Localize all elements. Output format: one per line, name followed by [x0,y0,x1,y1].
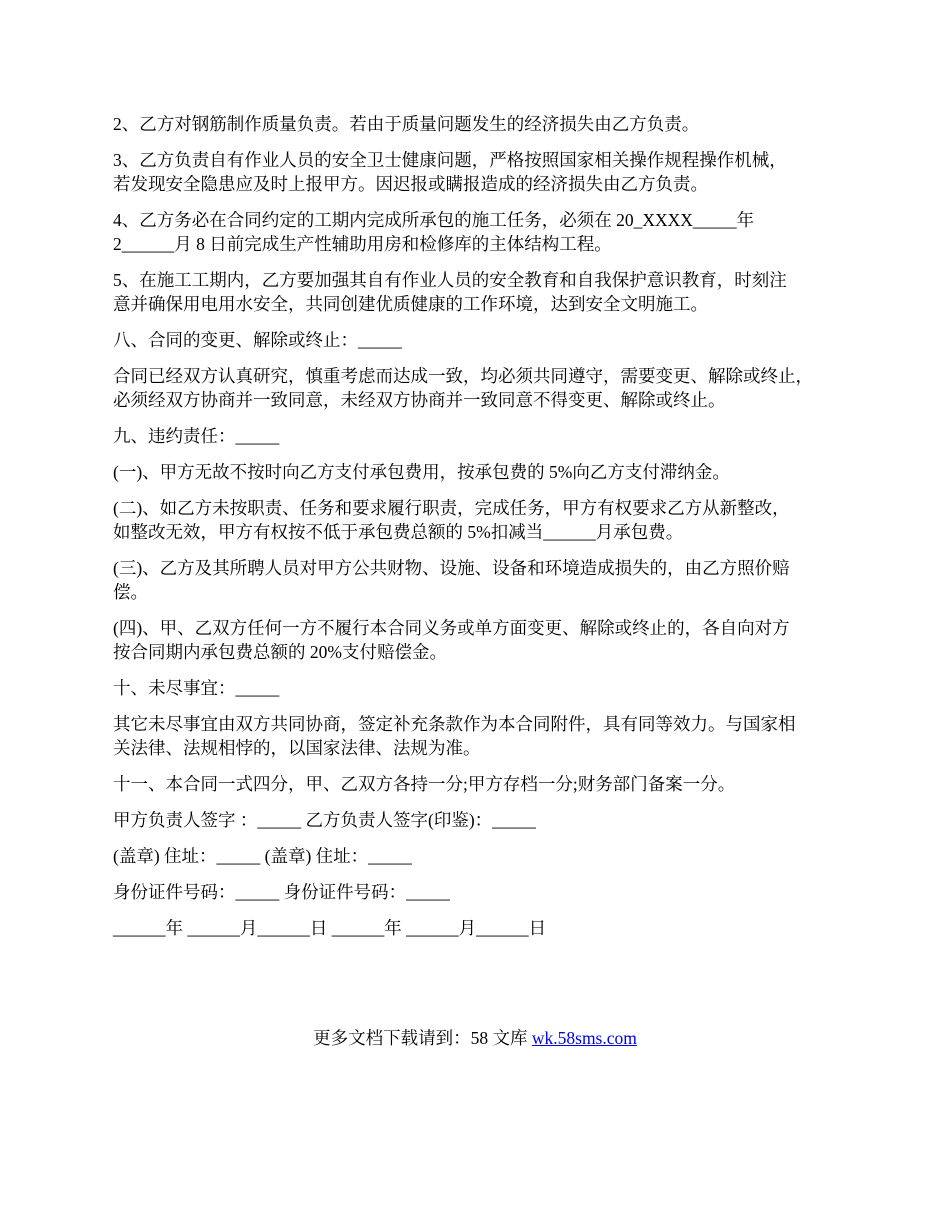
text-line: 身份证件号码：_____ 身份证件号码：_____ [113,882,450,902]
text-line: 若发现安全隐患应及时上报甲方。因迟报或瞒报造成的经济损失由乙方负责。 [113,174,708,194]
text-line: 4、乙方务必在合同约定的工期内完成所承包的施工任务，必须在 20_XXXX_____年 [113,210,755,230]
liability-item-3 [113,556,853,604]
section-heading: 十、未尽事宜：_____ [113,678,280,698]
text-line: 偿。 [113,582,148,602]
text-line: (盖章) 住址：_____ (盖章) 住址：_____ [113,846,412,866]
text-line: 合同已经双方认真研究，慎重考虑而达成一致，均必须共同遵守，需要变更、解除或终止， [113,366,813,386]
section-heading: 九、违约责任：_____ [113,426,280,446]
text-line: 其它未尽事宜由双方共同协商，签定补充条款作为本合同附件，具有同等效力。与国家相 [113,714,796,734]
text-line: 按合同期内承包费总额的 20%支付赔偿金。 [113,642,447,662]
clause-4-schedule [113,208,853,256]
clause-5-education [113,268,853,316]
footer-site-link[interactable]: wk.58sms.com [531,1028,637,1048]
text-line: (四)、甲、乙双方任何一方不履行本合同义务或单方面变更、解除或终止的，各自向对方 [113,618,790,638]
address-line [113,844,853,868]
clause-3-safety [113,148,853,196]
liability-item-1 [113,460,853,484]
text-line: 如整改无效，甲方有权按不低于承包费总额的 5%扣减当______月承包费。 [113,522,684,542]
footer-prefix: 更多文档下载请到：58 文库 [313,1028,532,1048]
date-line [113,916,853,940]
text-line: (二)、如乙方未按职责、任务和要求履行职责，完成任务，甲方有权要求乙方从新整改， [113,498,790,518]
document-body [113,112,853,952]
section-10-heading [113,676,853,700]
text-line: 2______月 8 日前完成生产性辅助用房和检修库的主体结构工程。 [113,234,612,254]
section-8-heading [113,328,853,352]
text-line: 十一、本合同一式四分，甲、乙双方各持一分;甲方存档一分;财务部门备案一分。 [113,774,736,794]
text-line: (一)、甲方无故不按时向乙方支付承包费用，按承包费的 5%向乙方支付滞纳金。 [113,462,730,482]
text-line: 意并确保用电用水安全，共同创建优质健康的工作环境，达到安全文明施工。 [113,294,708,314]
text-line: 5、在施工工期内，乙方要加强其自有作业人员的安全教育和自我保护意识教育，时刻注 [113,270,787,290]
section-10-body [113,712,853,760]
text-line: 3、乙方负责自有作业人员的安全卫士健康问题，严格按照国家相关操作规程操作机械， [113,150,787,170]
signature-line [113,808,853,832]
text-line: 关法律、法规相悖的，以国家法律、法规为准。 [113,738,481,758]
liability-item-4 [113,616,853,664]
section-9-heading [113,424,853,448]
section-11 [113,772,853,796]
text-line: 甲方负责人签字 ：_____ 乙方负责人签字(印鉴)：_____ [113,810,536,830]
id-number-line [113,880,853,904]
section-8-body [113,364,853,412]
liability-item-2 [113,496,853,544]
text-line: 必须经双方协商并一致同意，未经双方协商并一致同意不得变更、解除或终止。 [113,390,726,410]
text-line: ______年 ______月______日 ______年 ______月______日 [113,918,547,938]
section-heading: 八、合同的变更、解除或终止：_____ [113,330,402,350]
clause-2-quality [113,112,853,136]
footer-download-note [0,1026,950,1050]
text-line: 2、乙方对钢筋制作质量负责。若由于质量问题发生的经济损失由乙方负责。 [113,114,700,134]
text-line: (三)、乙方及其所聘人员对甲方公共财物、设施、设备和环境造成损失的，由乙方照价赔 [113,558,790,578]
